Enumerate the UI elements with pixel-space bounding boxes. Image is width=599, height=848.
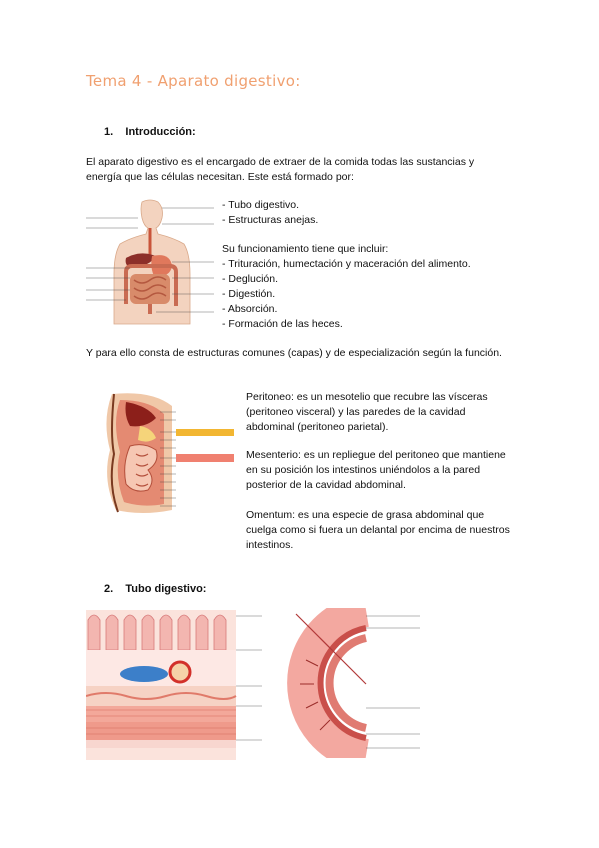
peritoneo-paragraph: Peritoneo: es un mesotelio que recubre las vísceras (peritoneo visceral) y las paredes de la cavidad abdominal (peritoneo parietal). [246,391,488,433]
parts-list [222,198,318,228]
page-title: Tema 4 - Aparato digestivo: [86,72,301,90]
list-item: - Estructuras anejas. [222,214,319,226]
layers-paragraph: Y para ello consta de estructuras comunes (capas) y de especialización según la función. [86,347,502,359]
peritoneum-illustration [100,392,234,514]
digestive-wall-layers-illustration [86,610,264,760]
list-item: - Tubo digestivo. [222,199,300,211]
digestive-tube-cross-section-illustration [270,608,420,758]
intro-paragraph: El aparato digestivo es el encargado de extraer de la comida todas las sustancias y energía que las células necesitan. Este está formado por: [86,156,475,183]
list-item: - Absorción. [222,303,278,315]
section-heading-tubo-digestivo: 2. Tubo digestivo: [104,583,207,595]
functions-intro: Su funcionamiento tiene que incluir: [222,243,389,255]
digestive-system-illustration [86,198,214,326]
mesenterio-paragraph: Mesenterio: es un repliegue del peritoneo que mantiene en su posición los intestinos uniéndolos a la pared posterior de la cavidad abdominal. [246,449,506,491]
list-item: - Digestión. [222,288,276,300]
omentum-paragraph: Omentum: es una especie de grasa abdominal que cuelga como si fuera un delantal por encima de nuestros intestinos. [246,509,510,551]
list-item: - Formación de las heces. [222,318,343,330]
list-item: - Trituración, humectación y maceración del alimento. [222,258,471,270]
functions-list [222,257,471,332]
list-item: - Deglución. [222,273,279,285]
section-heading-introduccion: 1. Introducción: [104,126,196,138]
